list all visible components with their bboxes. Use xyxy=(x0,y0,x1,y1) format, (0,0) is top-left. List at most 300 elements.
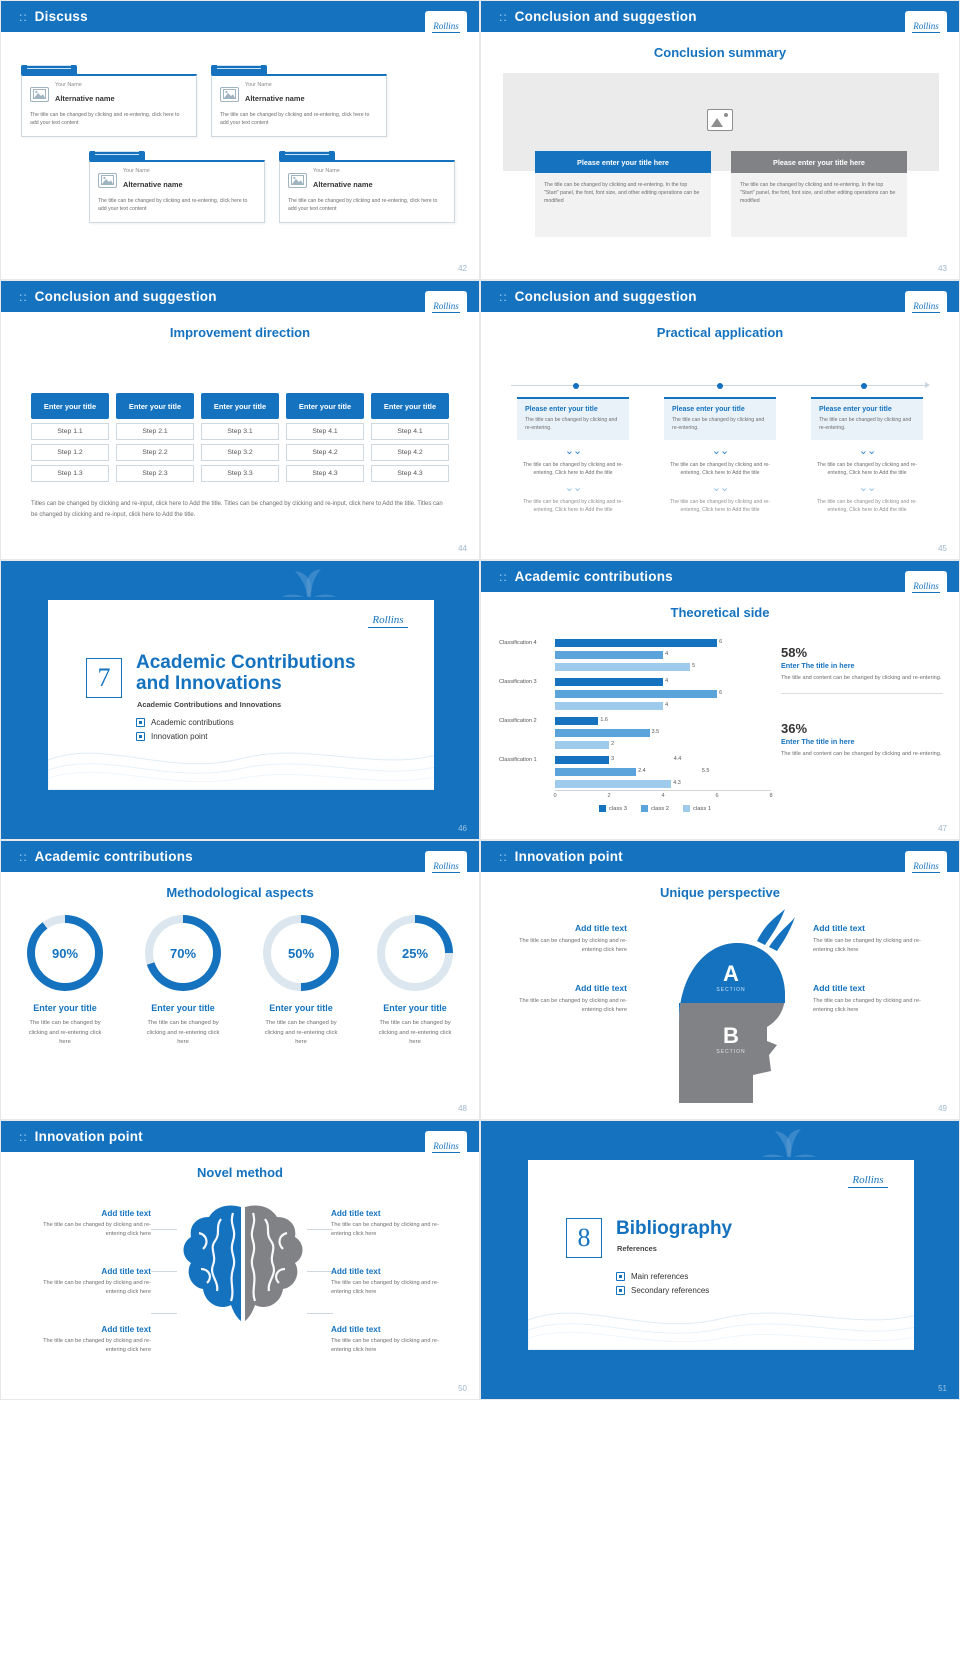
step-column-header[interactable]: Enter your title xyxy=(286,393,364,419)
header-dots-icon: :: xyxy=(499,569,508,584)
donut-text: The title can be changed by clicking and re-entering click here xyxy=(146,1020,220,1046)
header-dots-icon: :: xyxy=(499,289,508,304)
method-text: The title can be changed by clicking and re-entering click here xyxy=(331,1280,439,1295)
slide-header xyxy=(481,841,959,872)
perspective-title: Add title text xyxy=(574,983,627,993)
slide-improvement-direction xyxy=(0,280,480,560)
chevron-down-icon: ⌄⌄ xyxy=(711,482,729,495)
brand-logo: Rollins xyxy=(905,291,947,323)
header-dots-icon: :: xyxy=(19,9,28,24)
file-tab-icon xyxy=(21,65,77,74)
timeline-dot xyxy=(573,383,579,389)
chart-bar-group xyxy=(499,661,771,672)
donut-ring xyxy=(377,915,453,991)
section-title xyxy=(136,652,356,695)
slide-header xyxy=(481,1,959,32)
header-dots-icon: :: xyxy=(499,9,508,24)
donut-gauge xyxy=(9,915,121,1048)
section-list-item[interactable] xyxy=(136,718,234,727)
file-card-name-label: Your Name xyxy=(245,82,272,88)
axis-tick: 8 xyxy=(769,793,773,799)
slide-header xyxy=(1,1121,479,1152)
step-column xyxy=(31,393,109,482)
step-column xyxy=(116,393,194,482)
chart-bar-group xyxy=(499,700,771,711)
chart-bar-group xyxy=(499,649,771,660)
section-number: 7 xyxy=(86,658,122,698)
slide-methodological-aspects xyxy=(0,840,480,1120)
method-title: Add title text xyxy=(101,1209,151,1218)
head-silhouette-graphic xyxy=(649,903,799,1103)
chart-bar xyxy=(555,729,650,737)
bar-chart xyxy=(499,637,773,812)
page-number: 49 xyxy=(938,1104,947,1113)
header-dots-icon: :: xyxy=(499,849,508,864)
step-column-header[interactable]: Enter your title xyxy=(201,393,279,419)
timeline-dot xyxy=(861,383,867,389)
step-column-header[interactable]: Enter your title xyxy=(371,393,449,419)
chevron-down-icon: ⌄⌄ xyxy=(564,445,582,458)
application-header-text: The title can be changed by clicking and re-entering. xyxy=(672,417,765,432)
slide-theoretical-side xyxy=(480,560,960,840)
logo-underline xyxy=(912,872,940,873)
step-cell[interactable]: Step 4.2 xyxy=(286,444,364,461)
chart-bar-group xyxy=(499,739,771,750)
chart-bar-group xyxy=(499,727,771,738)
file-card[interactable] xyxy=(211,63,387,137)
chart-bar xyxy=(555,768,636,776)
file-tab-icon xyxy=(89,151,145,160)
chart-bar xyxy=(555,717,598,725)
slide-title: Practical application xyxy=(656,325,784,340)
method-text-block xyxy=(31,1325,151,1355)
page-number: 45 xyxy=(938,544,947,553)
legend-item xyxy=(641,805,669,812)
file-card-alt-name: Alternative name xyxy=(55,94,115,103)
timeline-dot xyxy=(717,383,723,389)
step-column xyxy=(201,393,279,482)
perspective-text: The title can be changed by clicking and re-entering click here xyxy=(519,938,627,954)
perspective-text: The title can be changed by clicking and re-entering click here xyxy=(519,998,627,1014)
slide-title: Conclusion summary xyxy=(653,45,787,60)
axis-tick: 0 xyxy=(553,793,557,799)
page-number: 42 xyxy=(458,264,467,273)
file-card-text: The title can be changed by clicking and re-entering, click here to add your text content xyxy=(220,112,370,127)
application-step-text: The title can be changed by clicking and re-entering, Click here to Add the title xyxy=(816,499,918,514)
slide-conclusion-summary xyxy=(480,0,960,280)
stat-percent: 58% xyxy=(781,645,808,660)
logo-underline xyxy=(432,1152,460,1153)
header-title: Conclusion and suggestion xyxy=(514,9,697,24)
legend-label: class 2 xyxy=(650,805,670,812)
brand-logo: Rollins xyxy=(425,291,467,323)
slide-header xyxy=(481,561,959,592)
step-cell[interactable]: Step 1.1 xyxy=(31,423,109,440)
logo-underline xyxy=(912,592,940,593)
bullet-icon xyxy=(616,1272,625,1281)
connector-line xyxy=(151,1313,177,1314)
section-title-line2: and Innovations xyxy=(136,673,282,695)
chart-bar-value: 5 xyxy=(692,663,696,669)
method-text-block xyxy=(31,1267,151,1297)
wave-decoration xyxy=(48,720,437,790)
donut-title: Enter your title xyxy=(383,1003,447,1013)
image-icon xyxy=(707,109,733,131)
page-number: 46 xyxy=(458,824,467,833)
slide-title: Improvement direction xyxy=(169,325,311,340)
brand-logo: Rollins xyxy=(425,851,467,883)
chart-bar-value: 3 xyxy=(611,756,615,762)
donut-value: 90% xyxy=(35,923,95,983)
chevron-down-icon: ⌄⌄ xyxy=(858,482,876,495)
footnote-text: Titles can be changed by clicking and re-input, click here to Add the title. Titles can be changed by clicking and re-input, click here to Add the title. Titles can be changed by clicking and re-input, click here to Add the title. xyxy=(31,501,443,518)
header-title: Innovation point xyxy=(514,849,623,864)
stat-title: Enter The title in here xyxy=(781,737,855,746)
file-card[interactable] xyxy=(89,149,265,223)
donut-ring xyxy=(27,915,103,991)
section-title-line1: Bibliography xyxy=(616,1218,733,1239)
svg-text:B: B xyxy=(723,1023,739,1048)
method-text: The title can be changed by clicking and re-entering click here xyxy=(331,1338,439,1353)
chart-x-axis xyxy=(555,790,771,802)
step-cell[interactable]: Step 4.1 xyxy=(371,423,449,440)
connector-line xyxy=(307,1313,333,1314)
file-card-body xyxy=(21,74,197,137)
chart-bar-group xyxy=(499,715,771,726)
method-text: The title can be changed by clicking and re-entering click here xyxy=(43,1222,151,1237)
chart-legend xyxy=(539,805,771,812)
axis-tick: 4 xyxy=(661,793,665,799)
chevron-down-icon: ⌄⌄ xyxy=(858,445,876,458)
brand-logo: Rollins xyxy=(848,1174,888,1188)
photo-icon xyxy=(288,173,307,188)
slide-title: Theoretical side xyxy=(670,605,770,620)
step-cell[interactable]: Step 4.2 xyxy=(371,444,449,461)
file-card-alt-name: Alternative name xyxy=(123,180,183,189)
file-tab-icon xyxy=(279,151,335,160)
section-panel xyxy=(525,1157,917,1353)
page-number: 47 xyxy=(938,824,947,833)
timeline-arrow-icon xyxy=(925,382,930,388)
header-title: Academic contributions xyxy=(34,849,193,864)
legend-label: class 3 xyxy=(608,805,627,812)
stat-text: The title and content can be changed by clicking and re-entering. xyxy=(781,675,942,681)
chart-bar-group xyxy=(499,676,771,687)
stat-text: The title and content can be changed by clicking and re-entering. xyxy=(781,751,942,757)
file-card-body xyxy=(211,74,387,137)
donut-gauge xyxy=(359,915,471,1048)
section-panel xyxy=(45,597,437,793)
file-tab-icon xyxy=(211,65,267,74)
header-title: Conclusion and suggestion xyxy=(34,289,217,304)
step-cell[interactable]: Step 1.3 xyxy=(31,465,109,482)
section-list-item-label: Academic contributions xyxy=(151,718,234,727)
brand-logo: Rollins xyxy=(368,614,408,628)
section-subtitle: Academic Contributions and Innovations xyxy=(137,700,282,709)
step-cell[interactable]: Step 3.1 xyxy=(201,423,279,440)
stat-block xyxy=(781,721,943,759)
slide-header xyxy=(1,841,479,872)
application-column xyxy=(664,397,776,514)
application-step-text: The title can be changed by clicking and re-entering, Click here to Add the title xyxy=(816,462,918,477)
method-text-block xyxy=(331,1267,451,1297)
wave-decoration xyxy=(528,1280,917,1350)
step-cell[interactable]: Step 4.1 xyxy=(286,423,364,440)
header-dots-icon: :: xyxy=(19,849,28,864)
bullet-icon xyxy=(136,732,145,741)
header-title: Academic contributions xyxy=(514,569,673,584)
perspective-text: The title can be changed by clicking and re-entering click here xyxy=(813,938,921,954)
method-text: The title can be changed by clicking and re-entering click here xyxy=(331,1222,439,1237)
axis-tick: 2 xyxy=(607,793,611,799)
application-step-text: The title can be changed by clicking and re-entering, Click here to Add the title xyxy=(669,462,771,477)
method-text-block xyxy=(331,1209,451,1239)
chart-bar-value: 6 xyxy=(719,690,723,696)
perspective-title: Add title text xyxy=(813,983,866,993)
timeline-axis xyxy=(511,385,929,386)
donut-text: The title can be changed by clicking and re-entering click here xyxy=(378,1020,452,1046)
chart-bar xyxy=(555,780,671,788)
donut-text: The title can be changed by clicking and re-entering click here xyxy=(264,1020,338,1046)
file-card-alt-name: Alternative name xyxy=(245,94,305,103)
chart-bar xyxy=(555,702,663,710)
step-cell[interactable]: Step 1.2 xyxy=(31,444,109,461)
file-card-name-label: Your Name xyxy=(55,82,82,88)
header-title: Innovation point xyxy=(34,1129,143,1144)
section-item-list xyxy=(136,718,234,746)
chart-bar-group xyxy=(499,637,771,648)
donut-ring xyxy=(145,915,221,991)
page-number: 43 xyxy=(938,264,947,273)
svg-text:A: A xyxy=(723,961,739,986)
section-list-item[interactable] xyxy=(616,1286,709,1295)
chart-category-label: Classification 2 xyxy=(499,717,537,724)
slide-header xyxy=(1,281,479,312)
chevron-down-icon: ⌄⌄ xyxy=(711,445,729,458)
perspective-text-block xyxy=(813,923,931,955)
section-list-item[interactable] xyxy=(136,732,234,741)
perspective-text-block xyxy=(509,923,627,955)
brand-logo: Rollins xyxy=(905,851,947,883)
step-column xyxy=(286,393,364,482)
application-header-box[interactable] xyxy=(517,397,629,440)
perspective-title: Add title text xyxy=(574,923,627,933)
brand-logo: Rollins xyxy=(905,11,947,43)
chart-bar xyxy=(555,651,663,659)
step-cell[interactable]: Step 4.3 xyxy=(286,465,364,482)
section-item-list xyxy=(616,1272,709,1300)
step-cell[interactable]: Step 2.1 xyxy=(116,423,194,440)
file-card-body xyxy=(89,160,265,223)
section-title-line1: Academic Contributions xyxy=(136,652,356,673)
stat-block xyxy=(781,645,943,694)
file-card[interactable] xyxy=(21,63,197,137)
page-number: 44 xyxy=(458,544,467,553)
chart-bar xyxy=(555,678,663,686)
header-dots-icon: :: xyxy=(19,289,28,304)
chart-bar-group xyxy=(499,688,771,699)
perspective-text-block xyxy=(813,983,931,1015)
chart-bar-group xyxy=(499,766,771,777)
brand-logo: Rollins xyxy=(905,571,947,603)
slide-novel-method xyxy=(0,1120,480,1400)
step-cell[interactable]: Step 2.3 xyxy=(116,465,194,482)
header-title: Discuss xyxy=(34,9,88,24)
chart-bar-value: 4 xyxy=(665,651,669,657)
application-header-text: The title can be changed by clicking and re-entering. xyxy=(819,417,912,432)
logo-underline xyxy=(432,32,460,33)
method-title: Add title text xyxy=(331,1325,381,1334)
caption-box xyxy=(731,173,907,237)
section-list-item-label: Innovation point xyxy=(151,732,208,741)
photo-icon xyxy=(30,87,49,102)
donut-gauge xyxy=(127,915,239,1048)
chart-bar-value: 4 xyxy=(665,702,669,708)
caption-box xyxy=(535,173,711,237)
section-subtitle: References xyxy=(617,1244,657,1253)
chart-bar-group xyxy=(499,778,771,789)
chevron-down-icon: ⌄⌄ xyxy=(564,482,582,495)
section-number: 8 xyxy=(566,1218,602,1258)
chart-bar xyxy=(555,690,717,698)
slide-discuss xyxy=(0,0,480,280)
chart-bar-value: 4 xyxy=(665,678,669,684)
section-list-item-label: Secondary references xyxy=(631,1286,710,1295)
method-title: Add title text xyxy=(101,1325,151,1334)
application-title: Please enter your title xyxy=(819,406,892,413)
slide-header xyxy=(1,1,479,32)
slide-practical-application xyxy=(480,280,960,560)
logo-underline xyxy=(432,872,460,873)
file-card-text: The title can be changed by clicking and re-entering, click here to add your text content xyxy=(30,112,180,127)
header-title: Conclusion and suggestion xyxy=(514,289,697,304)
donut-value: 70% xyxy=(153,923,213,983)
connector-line xyxy=(307,1271,333,1272)
donut-title: Enter your title xyxy=(151,1003,215,1013)
logo-underline xyxy=(912,32,940,33)
method-text: The title can be changed by clicking and re-entering click here xyxy=(43,1338,151,1353)
chart-bar-group xyxy=(499,754,771,765)
method-title: Add title text xyxy=(101,1267,151,1276)
application-header-box[interactable] xyxy=(811,397,923,440)
application-header-text: The title can be changed by clicking and re-entering. xyxy=(525,417,618,432)
donut-ring xyxy=(263,915,339,991)
perspective-title: Add title text xyxy=(813,923,866,933)
file-card-name-label: Your Name xyxy=(123,168,150,174)
donut-title: Enter your title xyxy=(33,1003,97,1013)
chart-bar xyxy=(555,663,690,671)
application-title: Please enter your title xyxy=(672,406,745,413)
application-header-box[interactable] xyxy=(664,397,776,440)
slide-title: Methodological aspects xyxy=(166,885,314,900)
donut-gauge xyxy=(245,915,357,1048)
header-dots-icon: :: xyxy=(19,1129,28,1144)
step-cell[interactable]: Step 3.3 xyxy=(201,465,279,482)
axis-tick: 6 xyxy=(715,793,719,799)
chart-bar-value: 2 xyxy=(611,741,615,747)
bullet-icon xyxy=(616,1286,625,1295)
chart-bar-value: 4.3 xyxy=(673,780,681,786)
chart-bar xyxy=(555,741,609,749)
donut-title: Enter your title xyxy=(269,1003,333,1013)
application-step-text: The title can be changed by clicking and re-entering, Click here to Add the title xyxy=(522,499,624,514)
chart-bar-value-extra: 4.4 xyxy=(673,756,682,762)
chart-bar xyxy=(555,639,717,647)
file-card-text: The title can be changed by clicking and re-entering, click here to add your text content xyxy=(288,198,438,213)
stat-percent: 36% xyxy=(781,721,808,736)
connector-line xyxy=(151,1271,177,1272)
method-title: Add title text xyxy=(331,1209,381,1218)
photo-icon xyxy=(98,173,117,188)
step-column-header[interactable]: Enter your title xyxy=(116,393,194,419)
step-cell[interactable]: Step 3.2 xyxy=(201,444,279,461)
section-list-item-label: Main references xyxy=(631,1272,689,1281)
step-column xyxy=(371,393,449,482)
chart-bar-value: 3.5 xyxy=(651,729,660,735)
svg-text:SECTION: SECTION xyxy=(716,1049,746,1055)
method-text-block xyxy=(31,1209,151,1239)
file-card-name-label: Your Name xyxy=(313,168,340,174)
section-list-item[interactable] xyxy=(616,1272,709,1281)
method-text-block xyxy=(331,1325,451,1355)
caption-text: The title can be changed by clicking and re-entering. In the top "Start" panel, the font, font size, and other editing operations can be modified xyxy=(740,182,896,205)
page-number: 50 xyxy=(458,1384,467,1393)
connector-line xyxy=(307,1229,333,1230)
chart-category-label: Classification 1 xyxy=(499,756,537,763)
chart-bar-value: 1.6 xyxy=(600,717,608,723)
perspective-text: The title can be changed by clicking and re-entering click here xyxy=(813,998,921,1014)
caption-button[interactable]: Please enter your title here xyxy=(535,151,711,173)
donut-value: 25% xyxy=(385,923,445,983)
brain-graphic xyxy=(177,1199,309,1329)
application-title: Please enter your title xyxy=(525,406,598,413)
logo-underline xyxy=(912,312,940,313)
perspective-text-block xyxy=(509,983,627,1015)
brand-logo: Rollins xyxy=(425,1131,467,1163)
photo-icon xyxy=(220,87,239,102)
donut-text: The title can be changed by clicking and re-entering click here xyxy=(28,1020,102,1046)
page-number: 51 xyxy=(938,1384,947,1393)
slide-unique-perspective xyxy=(480,840,960,1120)
step-column-header[interactable]: Enter your title xyxy=(31,393,109,419)
chart-bar xyxy=(555,756,609,764)
application-column xyxy=(811,397,923,514)
file-card-body xyxy=(279,160,455,223)
legend-item xyxy=(599,805,627,812)
section-title xyxy=(616,1218,732,1239)
brand-logo: Rollins xyxy=(425,11,467,43)
slide-header xyxy=(481,281,959,312)
file-card-alt-name: Alternative name xyxy=(313,180,373,189)
chart-bar-value-extra: 5.5 xyxy=(701,768,710,774)
slide-section-divider-8 xyxy=(480,1120,960,1400)
logo-underline xyxy=(432,312,460,313)
page-number: 48 xyxy=(458,1104,467,1113)
slide-section-divider-7 xyxy=(0,560,480,840)
file-card[interactable] xyxy=(279,149,455,223)
application-column xyxy=(517,397,629,514)
bullet-icon xyxy=(136,718,145,727)
step-cell[interactable]: Step 4.3 xyxy=(371,465,449,482)
method-title: Add title text xyxy=(331,1267,381,1276)
chart-bar-value: 2.4 xyxy=(638,768,646,774)
step-cell[interactable]: Step 2.2 xyxy=(116,444,194,461)
legend-item xyxy=(683,805,711,812)
file-card-text: The title can be changed by clicking and re-entering, click here to add your text content xyxy=(98,198,248,213)
chart-bar-value: 6 xyxy=(719,639,723,645)
caption-text: The title can be changed by clicking and re-entering. In the top "Start" panel, the font, font size, and other editing operations can be modified xyxy=(544,182,700,205)
caption-button[interactable]: Please enter your title here xyxy=(731,151,907,173)
